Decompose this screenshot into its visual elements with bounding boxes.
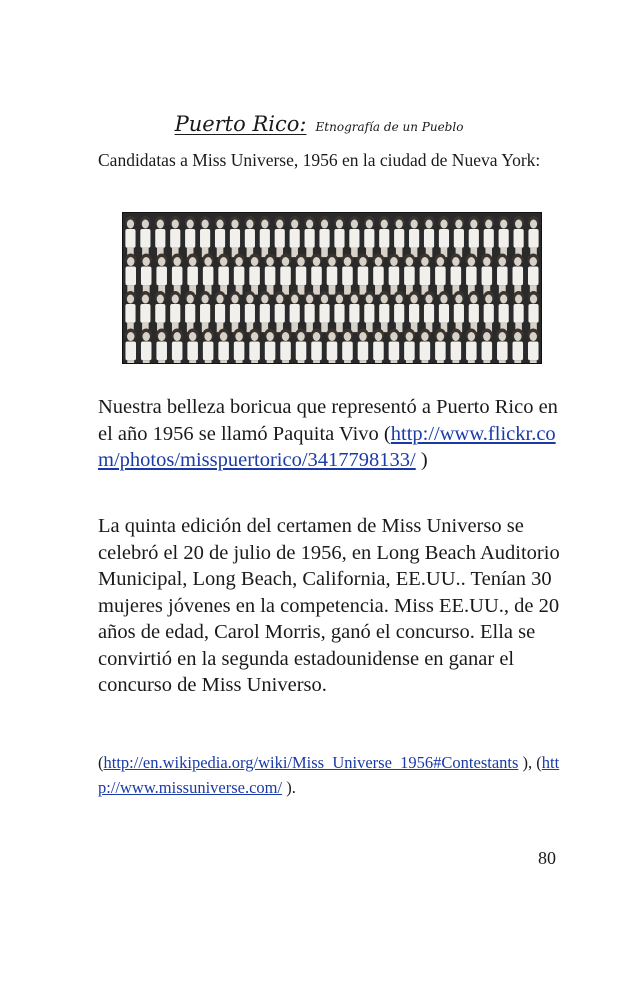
photo-caption: Candidatas a Miss Universe, 1956 en la ciudad de Nueva York: — [98, 150, 541, 170]
contestant-figure — [125, 329, 136, 364]
header-subtitle: Etnografía de un Pueblo — [315, 120, 464, 134]
contestant-figure — [265, 329, 276, 364]
page-number: 80 — [538, 848, 556, 868]
contestant-figure — [141, 329, 152, 364]
paragraph-miss-universe-1956: La quinta edición del certamen de Miss Universo se celebró el 20 de julio de 1956, en Long Beach Auditorio Municipal, Long Beach, California, EE.UU.. Tenían 30 mujeres jóvenes en la competencia. Miss EE.UU., de 20 años de edad, Carol Morris, ganó el concurso. Ella se convirtió en la segunda estadounidense en ganar el concurso de Miss Universo. — [98, 515, 560, 696]
header-title: Puerto Rico: — [174, 112, 307, 136]
contestant-figure — [326, 329, 337, 364]
contestant-figure — [419, 329, 430, 364]
contestant-figure — [481, 329, 492, 364]
contestant-figure — [373, 329, 384, 364]
contestant-figure — [203, 329, 214, 364]
contestant-figure — [497, 329, 508, 364]
contestant-figure — [450, 329, 461, 364]
paragraph1-after: ) — [415, 449, 428, 471]
contestant-figure — [404, 329, 415, 364]
contestant-figure — [156, 329, 167, 364]
contestant-figure — [234, 329, 245, 364]
references — [98, 750, 568, 800]
ref-mid: ), ( — [518, 753, 542, 772]
contestant-figure — [249, 329, 260, 364]
contestant-figure — [466, 329, 477, 364]
contestant-figure — [172, 329, 183, 364]
contestants-photo-illustration — [123, 213, 541, 363]
flickr-link[interactable]: http://www.flickr.com/photos/misspuertorico/3417798133/ — [98, 422, 556, 471]
contestant-figure — [512, 329, 523, 364]
contestant-figure — [218, 329, 229, 364]
contestant-figure — [388, 329, 399, 364]
ref-open: ( — [98, 753, 104, 772]
missuniverse-link[interactable]: http://www.missuniverse.com/ — [98, 753, 560, 797]
contestant-figure — [187, 329, 198, 364]
paragraph1-text: Nuestra belleza boricua que representó a Puerto Rico en el año 1956 se llamó Paquita Vivo ( — [98, 396, 558, 445]
contestant-figure — [342, 329, 353, 364]
wikipedia-link[interactable]: http://en.wikipedia.org/wiki/Miss_Universe_1956#Contestants — [103, 753, 519, 772]
contestant-figure — [528, 329, 539, 364]
contestant-figure — [295, 329, 306, 364]
contestant-figure — [357, 329, 368, 364]
contestant-figure — [435, 329, 446, 364]
ref-close: ). — [282, 778, 296, 797]
running-header — [0, 112, 638, 136]
paragraph-paquita-vivo — [98, 394, 568, 474]
contestant-figure — [311, 329, 322, 364]
contestant-figure — [280, 329, 291, 364]
contestants-group-photo — [122, 212, 542, 364]
